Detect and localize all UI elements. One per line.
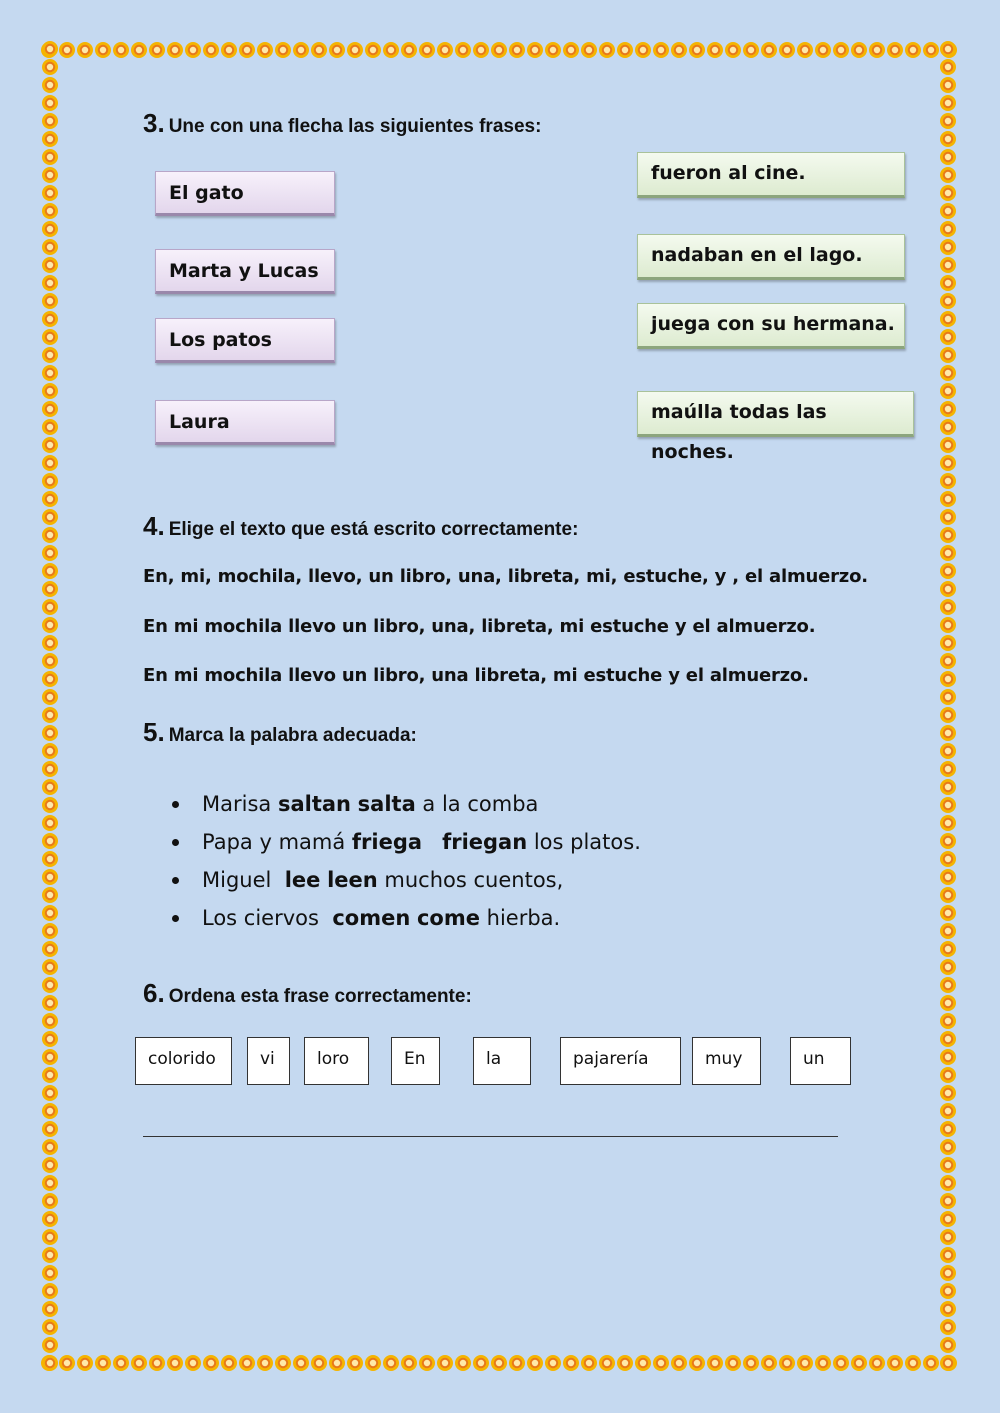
exercise5-item-2	[172, 824, 641, 862]
exercise4-option-2[interactable]: En mi mochila llevo un libro, una, libreta, mi estuche y el almuerzo.	[143, 616, 816, 637]
item-after: los platos.	[527, 830, 641, 854]
choice-word[interactable]: salta	[357, 792, 416, 816]
item-after: hierba.	[479, 906, 561, 930]
predicate-box-2[interactable]: nadaban en el lago.	[637, 234, 905, 280]
exercise6-title: Ordena esta frase correctamente:	[168, 986, 472, 1007]
answer-line[interactable]	[143, 1136, 838, 1137]
predicate-box-3[interactable]: juega con su hermana.	[637, 303, 905, 349]
exercise5-title: Marca la palabra adecuada:	[168, 725, 417, 746]
subject-box-4[interactable]: Laura	[155, 400, 335, 445]
bullet-icon	[172, 915, 179, 922]
exercise5-number: 5.	[143, 717, 165, 747]
border-right	[938, 40, 958, 1373]
sunflower-pattern-top	[40, 40, 958, 60]
exercise6-heading	[143, 978, 472, 1009]
border-bottom	[40, 1353, 958, 1373]
exercise4-number: 4.	[143, 511, 165, 541]
word-box-1[interactable]: colorido	[135, 1037, 232, 1085]
exercise3-number: 3.	[143, 108, 165, 138]
word-box-4[interactable]: En	[391, 1037, 440, 1085]
item-before: Papa y mamá	[202, 830, 352, 854]
item-before: Marisa	[202, 792, 278, 816]
word-box-5[interactable]: la	[473, 1037, 531, 1085]
exercise4-option-3[interactable]: En mi mochila llevo un libro, una libreta, mi estuche y el almuerzo.	[143, 665, 809, 686]
word-box-2[interactable]: vi	[247, 1037, 290, 1085]
item-after: muchos cuentos,	[377, 868, 564, 892]
choice-word[interactable]: come	[416, 906, 480, 930]
exercise5-list	[172, 786, 641, 938]
item-before: Los ciervos	[202, 906, 326, 930]
item-before: Miguel	[202, 868, 279, 892]
choice-word[interactable]: saltan	[277, 792, 351, 816]
exercise3-heading	[143, 108, 541, 139]
choice-word[interactable]: friega	[351, 830, 423, 854]
bullet-icon	[172, 801, 179, 808]
predicate-box-4[interactable]: maúlla todas las noches.	[637, 391, 914, 437]
exercise4-option-1[interactable]: En, mi, mochila, llevo, un libro, una, libreta, mi, estuche, y , el almuerzo.	[143, 566, 868, 587]
exercise5-item-3	[172, 862, 641, 900]
predicate-box-1[interactable]: fueron al cine.	[637, 152, 905, 198]
bullet-icon	[172, 877, 179, 884]
exercise5-item-4	[172, 900, 641, 938]
word-box-8[interactable]: un	[790, 1037, 851, 1085]
choice-word[interactable]: comen	[332, 906, 411, 930]
word-box-3[interactable]: loro	[304, 1037, 369, 1085]
subject-box-3[interactable]: Los patos	[155, 318, 335, 363]
word-box-6[interactable]: pajarería	[560, 1037, 681, 1085]
exercise3-title: Une con una flecha las siguientes frases:	[168, 116, 542, 137]
exercise4-heading	[143, 511, 578, 542]
choice-word[interactable]: lee	[284, 868, 321, 892]
exercise4-title: Elige el texto que está escrito correctamente:	[168, 519, 579, 540]
word-box-7[interactable]: muy	[692, 1037, 761, 1085]
sunflower-pattern-left	[40, 40, 60, 1373]
exercise5-heading	[143, 717, 417, 748]
sunflower-pattern-bottom	[40, 1353, 958, 1373]
subject-box-2[interactable]: Marta y Lucas	[155, 249, 335, 294]
exercise6-number: 6.	[143, 978, 165, 1008]
choice-word[interactable]: friegan	[442, 830, 528, 854]
sunflower-pattern-right	[938, 40, 958, 1373]
border-top	[40, 40, 958, 60]
bullet-icon	[172, 839, 179, 846]
choice-word[interactable]: leen	[327, 868, 378, 892]
exercise5-item-1	[172, 786, 641, 824]
border-left	[40, 40, 60, 1373]
item-after: a la comba	[415, 792, 539, 816]
subject-box-1[interactable]: El gato	[155, 171, 335, 216]
